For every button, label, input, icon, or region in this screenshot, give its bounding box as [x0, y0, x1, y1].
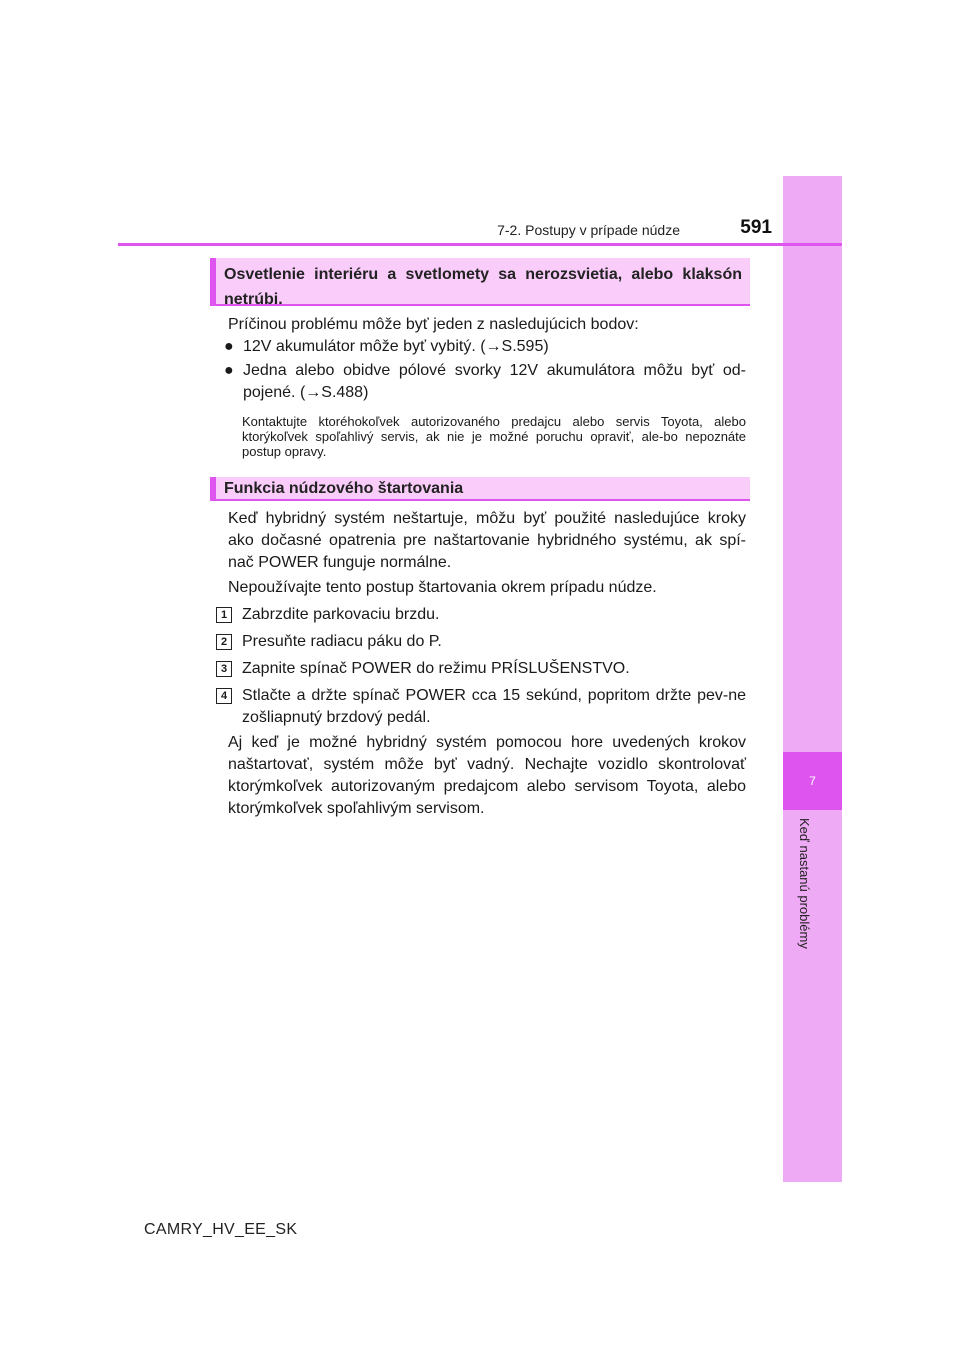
- bullet-icon: ●: [224, 338, 234, 355]
- step-text: Zapnite spínač POWER do režimu PRÍSLUŠENSTVO.: [242, 660, 630, 677]
- section-heading-emergency-start: Funkcia núdzového štartovania: [210, 477, 750, 501]
- step-number-badge: 1: [216, 607, 232, 623]
- step-number-badge: 2: [216, 634, 232, 650]
- header-divider: [118, 243, 842, 246]
- service-note: Kontaktujte ktoréhokoľvek autorizovaného predajcu alebo servis Toyota, alebo ktorýkoľvek spoľahlivý servis, ak nie je možné poruchu opraviť, ale-bo nepoznáte postup opravy.: [242, 414, 746, 459]
- section-title: 7-2. Postupy v prípade núdze: [497, 222, 680, 238]
- bullet-icon: ●: [224, 362, 234, 379]
- chapter-number: 7: [783, 752, 842, 810]
- bullet-text: Jedna alebo obidve pólové svorky 12V akumulátora môžu byť od-pojené. (→S.488): [243, 362, 746, 401]
- chapter-side-tab: [783, 176, 842, 1182]
- step-number-badge: 4: [216, 688, 232, 704]
- chapter-label: Keď nastanú problémy: [797, 818, 812, 949]
- step-number-badge: 3: [216, 661, 232, 677]
- step-text: Zabrzdite parkovaciu brzdu.: [242, 606, 440, 623]
- bullet-text: 12V akumulátor môže byť vybitý. (→S.595): [243, 338, 549, 355]
- document-code: CAMRY_HV_EE_SK: [144, 1221, 298, 1238]
- cause-intro: Príčinou problému môže byť jeden z nasledujúcich bodov:: [228, 316, 639, 333]
- emergency-intro: Keď hybridný systém neštartuje, môžu byť použité nasledujúce kroky ako dočasné opatrenia pre naštartovanie hybridného systému, ak spí-nač POWER funguje normálne.: [228, 510, 746, 571]
- closing-paragraph: Aj keď je možné hybridný systém pomocou hore uvedených krokov naštartovať, systém môže byť vadný. Nechajte vozidlo skontrolovať ktorýmkoľvek autorizovaným predajcom alebo servisom Toyota, alebo ktorýmkoľvek spoľahlivým servisom.: [228, 734, 746, 817]
- emergency-warning: Nepoužívajte tento postup štartovania okrem prípadu núdze.: [228, 579, 657, 596]
- step-text: Stlačte a držte spínač POWER cca 15 sekúnd, popritom držte pev-ne zošliapnutý brzdový pedál.: [242, 687, 746, 726]
- page-number: 591: [740, 217, 772, 238]
- section-heading-lights: Osvetlenie interiéru a svetlomety sa nerozsvietia, alebo klaksón netrúbi.: [210, 258, 750, 306]
- step-text: Presuňte radiacu páku do P.: [242, 633, 442, 650]
